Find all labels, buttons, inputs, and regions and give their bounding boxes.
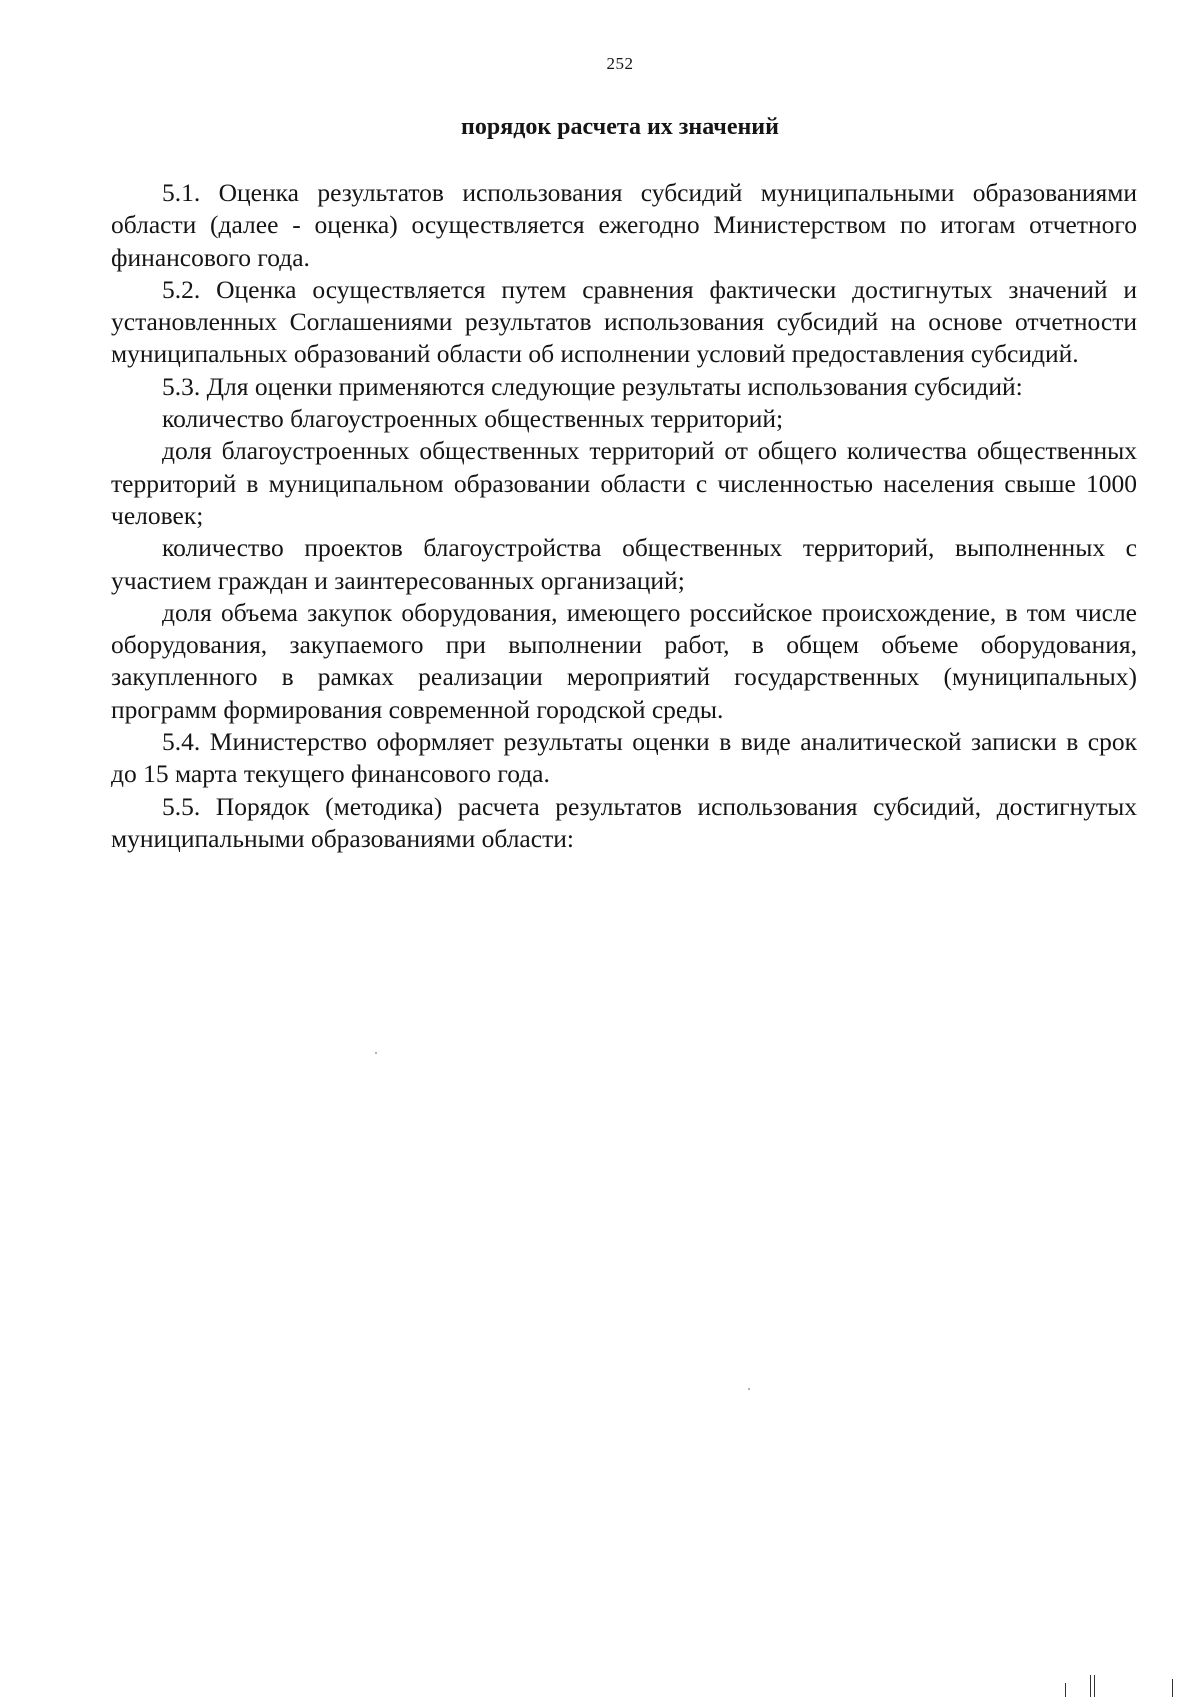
page-number: 252 bbox=[606, 54, 634, 73]
result-item-count-projects: количество проектов благоустройства общественных территорий, выполненных с участием граждан и заинтересованных организаций; bbox=[111, 533, 1137, 595]
scan-speck bbox=[748, 1388, 750, 1390]
paragraph-5-3: 5.3. Для оценки применяются следующие результаты использования субсидий: bbox=[162, 371, 1023, 401]
scan-edge-mark bbox=[1065, 1683, 1066, 1697]
section-body bbox=[111, 177, 1137, 855]
scan-edge-mark bbox=[1172, 1679, 1173, 1697]
paragraph-5-2: 5.2. Оценка осуществляется путем сравнения фактически достигнутых значений и установленных Соглашениями результатов использования субсидий на основе отчетности муниципальных образований области об исполнении условий предоставления субсидий. bbox=[111, 274, 1137, 369]
scan-edge-mark bbox=[1094, 1675, 1095, 1697]
result-item-count-territories: количество благоустроенных общественных территорий; bbox=[162, 404, 784, 434]
scan-speck bbox=[375, 1052, 377, 1054]
section-title: порядок расчета их значений bbox=[461, 114, 779, 140]
result-item-share-territories: доля благоустроенных общественных территорий от общего количества общественных территорий в муниципальном образовании области с численностью населения свыше 1000 человек; bbox=[111, 436, 1137, 530]
result-item-share-equipment: доля объема закупок оборудования, имеющего российское происхождение, в том числе оборудования, закупаемого при выполнении работ, в общем объеме оборудования, закупленного в рамках реализации мероприятий государственных (муниципальных) программ формирования современной городской среды. bbox=[111, 597, 1137, 724]
paragraph-5-4: 5.4. Министерство оформляет результаты оценки в виде аналитической записки в срок до 15 марта текущего финансового года. bbox=[111, 727, 1137, 789]
scan-edge-mark bbox=[1090, 1675, 1091, 1697]
paragraph-5-5: 5.5. Порядок (методика) расчета результатов использования субсидий, достигнутых муниципальными образованиями области: bbox=[111, 791, 1137, 853]
paragraph-5-1: 5.1. Оценка результатов использования субсидий муниципальными образованиями области (далее - оценка) осуществляется ежегодно Министерством по итогам отчетного финансового года. bbox=[111, 178, 1137, 272]
